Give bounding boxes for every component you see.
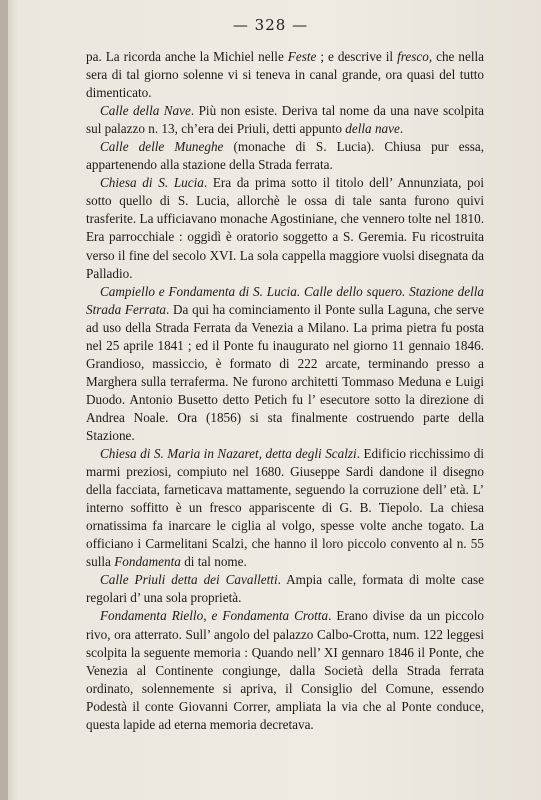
- italic-text-run: Feste: [287, 49, 317, 64]
- text-run: di tal nome.: [180, 554, 247, 570]
- italic-text-run: Chiesa di S. Maria in Nazaret, detta degli Scalzi: [100, 446, 357, 462]
- paragraph: [86, 607, 484, 733]
- italic-text-run: Campiello e Fondamenta di S. Lucia. Calle dello squero. Stazione della Strada Ferrata: [86, 283, 484, 317]
- page-body-text: [86, 48, 484, 734]
- paragraph: [86, 138, 484, 174]
- paragraph: [86, 283, 484, 445]
- paragraph: [86, 48, 484, 102]
- text-run: . Più non esiste. Deriva tal nome da una nave scolpita sul palazzo n. 13, ch’era dei Priuli, detti appunto: [86, 103, 484, 137]
- page-gutter-shadow: [0, 0, 8, 800]
- text-run: . Edificio ricchissimo di marmi preziosi, compiuto nel 1680. Giuseppe Sardi dandone il disegno della facciata, farneticava mattamente, seguendo la corruzione dell’ età. L’ interno soffitto è un fresco appariscente di G. B. Tiepolo. La chiesa ornatissima fa inarcare le ciglia al volgo, spesse volte anche togato. La officiano i Carmelitani Scalzi, che hanno il loro piccolo convento al n. 55 sulla: [86, 446, 484, 570]
- paragraph: [86, 445, 484, 571]
- page-number: — 328 —: [232, 16, 309, 34]
- italic-text-run: fresco: [397, 49, 429, 64]
- italic-text-run: Calle delle Muneghe: [100, 139, 224, 155]
- paragraph: [86, 571, 484, 607]
- text-run: pa. La ricorda anche la Michiel nelle: [86, 49, 288, 64]
- italic-text-run: Chiesa di S. Lucia: [100, 175, 204, 191]
- text-run: .: [399, 121, 404, 137]
- text-run: , che nella sera di tal giorno solenne vi si teneva in canal grande, ora quasi del tutto dimenticato.: [86, 49, 485, 101]
- text-run: . Erano divise da un piccolo rivo, ora atterrato. Sull’ angolo del palazzo Calbo-Crotta, num. 122 leggesi scolpita la seguente memoria : Quando nell’ XI gennaro 1846 il Ponte, che Venezia al Continente congiunge, dalla Società della Strada ferrata ordinato, solennemente si apriva, il Consiglio del Comune, essendo Podestà il conte Giovanni Correr, ampliata la via che al Ponte conduce, questa lapide ad eterna memoria decretava.: [86, 608, 484, 732]
- paragraph: [86, 174, 484, 282]
- paragraph: [86, 102, 484, 138]
- italic-text-run: Calle Priuli detta dei Cavalletti: [100, 572, 278, 588]
- italic-text-run: Fondamenta Riello, e Fondamenta Crotta: [100, 608, 329, 624]
- italic-text-run: Calle della Nave: [100, 103, 191, 119]
- text-run: . Da qui ha cominciamento il Ponte sulla Laguna, che serve ad uso della Strada Ferrata da Venezia a Milano. La prima pietra fu posta nel 25 aprile 1841 ; ed il Ponte fu inaugurato nel giorno 11 gennaio 1846. Grandioso, massiccio, è formato di 222 arcate, terminando presso a Marghera sulla terraferma. Ne furono architetti Tommaso Meduna e Luigi Duodo. Antonio Busetto detto Petich fu l’ esecutore sotto la direzione di Andrea Noale. Ora (1856) si sta finalmente costruendo parte della Stazione.: [86, 301, 484, 443]
- text-run: (monache di S. Lucia). Chiusa pur essa, appartenendo alla stazione della Strada ferrata.: [86, 139, 484, 173]
- text-run: . Ampia calle, formata di molte case regolari d’ una sola proprietà.: [86, 572, 484, 606]
- text-run: . Era da prima sotto il titolo dell’ Annunziata, poi sotto quello di S. Lucia, allorchè le ossa di tale santa furono quivi trasferite. La ufficiavano monache Agostiniane, che vennero tolte nel 1810. Era parrocchiale : oggidì è oratorio soggetto a S. Geremia. Fu ricostruita verso il fine del secolo XVI. La sola cappella maggiore vuolsi disegnata da Palladio.: [86, 175, 484, 281]
- italic-text-run: della nave: [345, 121, 400, 137]
- text-run: ; e descrive il: [316, 49, 398, 64]
- italic-text-run: Fondamenta: [114, 554, 181, 570]
